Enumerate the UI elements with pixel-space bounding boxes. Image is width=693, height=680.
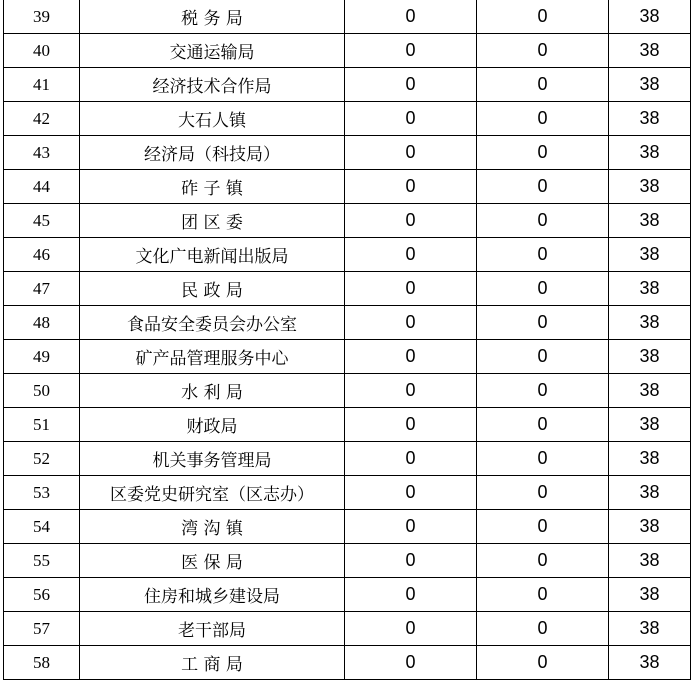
value-col-2: 0	[477, 646, 609, 680]
table-row	[4, 34, 691, 68]
value-col-3: 38	[609, 102, 691, 136]
unit-name: 机关事务管理局	[80, 442, 345, 476]
unit-name: 医 保 局	[80, 544, 345, 578]
table-row	[4, 102, 691, 136]
value-col-3: 38	[609, 0, 691, 34]
value-col-3: 38	[609, 646, 691, 680]
value-col-2: 0	[477, 68, 609, 102]
unit-name: 经济局（科技局）	[80, 136, 345, 170]
row-number: 44	[4, 170, 80, 204]
row-number: 48	[4, 306, 80, 340]
value-col-2: 0	[477, 272, 609, 306]
value-col-2: 0	[477, 510, 609, 544]
value-col-1: 0	[345, 68, 477, 102]
value-col-2: 0	[477, 442, 609, 476]
value-col-3: 38	[609, 136, 691, 170]
unit-name: 湾 沟 镇	[80, 510, 345, 544]
table-row	[4, 612, 691, 646]
row-number: 40	[4, 34, 80, 68]
value-col-2: 0	[477, 408, 609, 442]
table-row	[4, 578, 691, 612]
row-number: 42	[4, 102, 80, 136]
value-col-3: 38	[609, 578, 691, 612]
value-col-2: 0	[477, 238, 609, 272]
row-number: 53	[4, 476, 80, 510]
value-col-3: 38	[609, 34, 691, 68]
value-col-1: 0	[345, 476, 477, 510]
row-number: 54	[4, 510, 80, 544]
unit-name: 民 政 局	[80, 272, 345, 306]
value-col-3: 38	[609, 374, 691, 408]
table-row	[4, 68, 691, 102]
value-col-2: 0	[477, 34, 609, 68]
value-col-1: 0	[345, 544, 477, 578]
value-col-1: 0	[345, 612, 477, 646]
row-number: 39	[4, 0, 80, 34]
value-col-1: 0	[345, 204, 477, 238]
table-row	[4, 170, 691, 204]
table-row	[4, 442, 691, 476]
value-col-1: 0	[345, 408, 477, 442]
value-col-3: 38	[609, 476, 691, 510]
value-col-1: 0	[345, 646, 477, 680]
unit-name: 大石人镇	[80, 102, 345, 136]
value-col-2: 0	[477, 136, 609, 170]
unit-name: 团 区 委	[80, 204, 345, 238]
value-col-2: 0	[477, 102, 609, 136]
table-row	[4, 136, 691, 170]
row-number: 57	[4, 612, 80, 646]
unit-name: 交通运输局	[80, 34, 345, 68]
value-col-3: 38	[609, 272, 691, 306]
row-number: 55	[4, 544, 80, 578]
row-number: 43	[4, 136, 80, 170]
unit-name: 区委党史研究室（区志办）	[80, 476, 345, 510]
table-row	[4, 374, 691, 408]
value-col-1: 0	[345, 102, 477, 136]
table-row	[4, 646, 691, 680]
value-col-1: 0	[345, 238, 477, 272]
value-col-1: 0	[345, 442, 477, 476]
value-col-3: 38	[609, 204, 691, 238]
value-col-3: 38	[609, 68, 691, 102]
row-number: 50	[4, 374, 80, 408]
value-col-1: 0	[345, 340, 477, 374]
table-row	[4, 238, 691, 272]
value-col-1: 0	[345, 136, 477, 170]
table-row	[4, 0, 691, 34]
table-row	[4, 408, 691, 442]
row-number: 49	[4, 340, 80, 374]
value-col-2: 0	[477, 612, 609, 646]
value-col-3: 38	[609, 544, 691, 578]
row-number: 58	[4, 646, 80, 680]
value-col-2: 0	[477, 476, 609, 510]
value-col-1: 0	[345, 34, 477, 68]
unit-name: 水 利 局	[80, 374, 345, 408]
table-row	[4, 510, 691, 544]
row-number: 47	[4, 272, 80, 306]
value-col-2: 0	[477, 204, 609, 238]
unit-name: 经济技术合作局	[80, 68, 345, 102]
value-col-3: 38	[609, 442, 691, 476]
value-col-1: 0	[345, 272, 477, 306]
value-col-1: 0	[345, 306, 477, 340]
value-col-3: 38	[609, 306, 691, 340]
value-col-2: 0	[477, 374, 609, 408]
unit-name: 食品安全委员会办公室	[80, 306, 345, 340]
value-col-1: 0	[345, 374, 477, 408]
unit-name: 税 务 局	[80, 0, 345, 34]
unit-name: 财政局	[80, 408, 345, 442]
value-col-2: 0	[477, 170, 609, 204]
table-row	[4, 340, 691, 374]
value-col-3: 38	[609, 408, 691, 442]
value-col-3: 38	[609, 340, 691, 374]
table-row	[4, 476, 691, 510]
table-row	[4, 544, 691, 578]
row-number: 52	[4, 442, 80, 476]
table-row	[4, 204, 691, 238]
unit-name: 工 商 局	[80, 646, 345, 680]
row-number: 41	[4, 68, 80, 102]
value-col-3: 38	[609, 238, 691, 272]
value-col-3: 38	[609, 612, 691, 646]
unit-name: 砟 子 镇	[80, 170, 345, 204]
unit-name: 住房和城乡建设局	[80, 578, 345, 612]
row-number: 46	[4, 238, 80, 272]
row-number: 51	[4, 408, 80, 442]
value-col-2: 0	[477, 544, 609, 578]
value-col-3: 38	[609, 170, 691, 204]
data-table	[3, 0, 691, 680]
value-col-1: 0	[345, 510, 477, 544]
value-col-2: 0	[477, 340, 609, 374]
value-col-2: 0	[477, 0, 609, 34]
row-number: 56	[4, 578, 80, 612]
unit-name: 老干部局	[80, 612, 345, 646]
value-col-2: 0	[477, 578, 609, 612]
unit-name: 矿产品管理服务中心	[80, 340, 345, 374]
value-col-1: 0	[345, 578, 477, 612]
value-col-1: 0	[345, 0, 477, 34]
table-row	[4, 272, 691, 306]
value-col-1: 0	[345, 170, 477, 204]
unit-name: 文化广电新闻出版局	[80, 238, 345, 272]
row-number: 45	[4, 204, 80, 238]
table-row	[4, 306, 691, 340]
value-col-3: 38	[609, 510, 691, 544]
value-col-2: 0	[477, 306, 609, 340]
